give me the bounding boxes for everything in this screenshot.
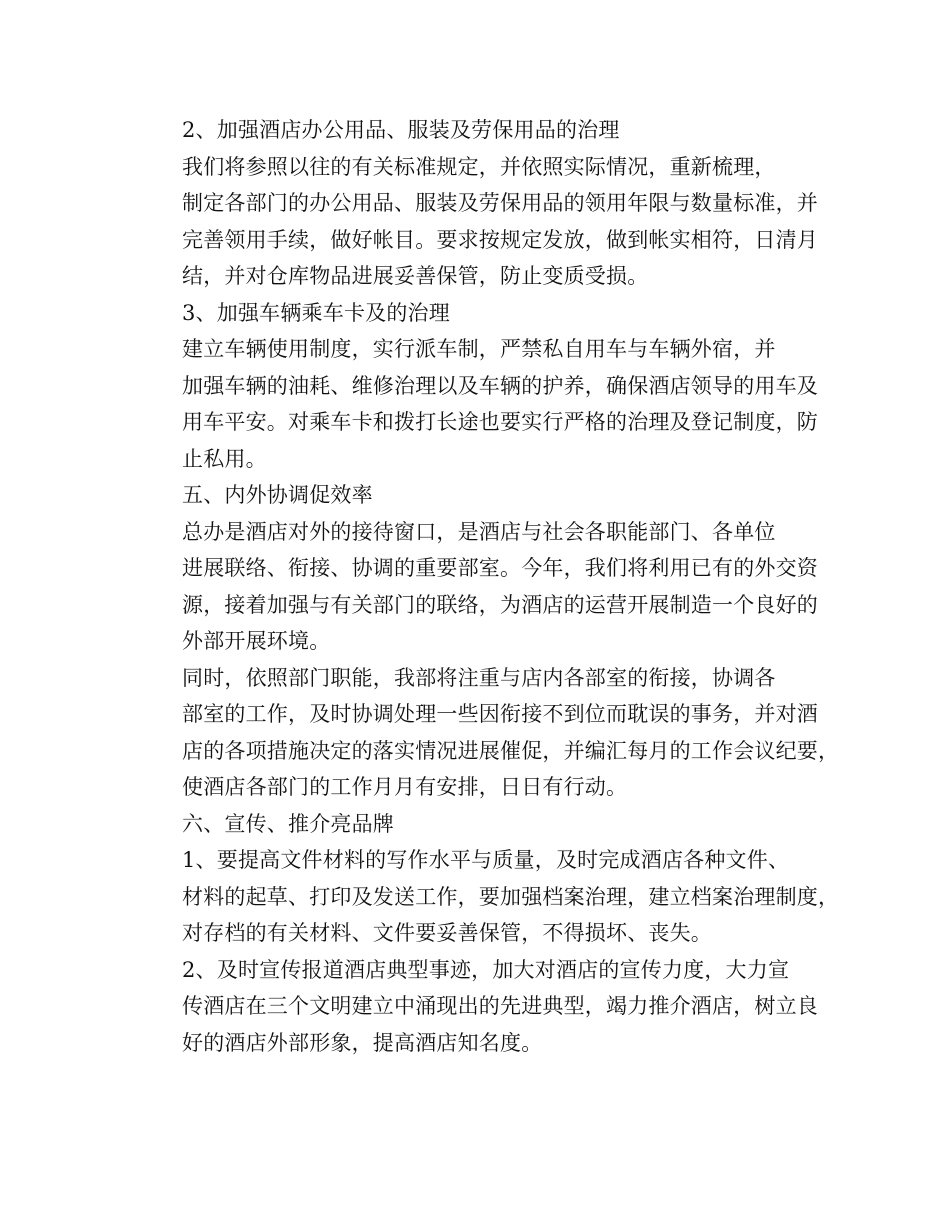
text-line: 源，接着加强与有关部门的联络，为酒店的运营开展制造一个良好的 xyxy=(182,592,818,617)
text-line: 部室的工作，及时协调处理一些因衔接不到位而耽误的事务，并对酒 xyxy=(182,702,818,726)
body-paragraph xyxy=(140,331,820,477)
document-page xyxy=(140,112,840,1061)
text-line: 传酒店在三个文明建立中涌现出的先进典型，竭力推介酒店，树立良 xyxy=(182,994,818,1018)
section-heading xyxy=(140,112,820,149)
text-line: 2、及时宣传报道酒店典型事迹，加大对酒店的宣传力度，大力宣 xyxy=(182,957,790,982)
text-line: 结，并对仓库物品进展妥善保管，防止变质受损。 xyxy=(182,264,649,288)
body-paragraph xyxy=(140,149,820,295)
text-line: 进展联络、衔接、协调的重要部室。今年，我们将利用已有的外交资 xyxy=(182,556,818,580)
section-heading xyxy=(140,477,820,514)
body-paragraph xyxy=(140,514,820,660)
text-line: 好的酒店外部形象，提高酒店知名度。 xyxy=(182,1030,543,1055)
text-line: 店的各项措施决定的落实情况进展催促，并编汇每月的工作会议纪要， xyxy=(182,738,840,763)
text-line: 总办是酒店对外的接待窗口，是酒店与社会各职能部门、各单位 xyxy=(182,519,776,544)
body-paragraph xyxy=(140,842,840,952)
section-heading xyxy=(140,295,820,332)
text-line: 2、加强酒店办公用品、服装及劳保用品的治理 xyxy=(182,118,620,142)
text-line: 用车平安。对乘车卡和拨打长途也要实行严格的治理及登记制度，防 xyxy=(182,410,818,434)
section-heading xyxy=(140,806,820,843)
text-line: 材料的起草、打印及发送工作，要加强档案治理，建立档案治理制度， xyxy=(182,884,840,909)
text-line: 使酒店各部门的工作月月有安排，日日有行动。 xyxy=(182,775,628,799)
text-line: 完善领用手续，做好帐目。要求按规定发放，做到帐实相符，日清月 xyxy=(182,227,818,252)
text-line: 对存档的有关材料、文件要妥善保管，不得损坏、丧失。 xyxy=(182,921,712,945)
text-line: 1、要提高文件材料的写作水平与质量，及时完成酒店各种文件、 xyxy=(182,848,790,872)
text-line: 我们将参照以往的有关标准规定，并依照实际情况，重新梳理， xyxy=(182,154,776,179)
text-line: 同时，依照部门职能，我部将注重与店内各部室的衔接，协调各 xyxy=(182,665,776,690)
text-line: 外部开展环境。 xyxy=(182,629,331,653)
body-paragraph xyxy=(140,660,840,806)
text-line: 止私用。 xyxy=(182,446,267,471)
text-line: 五、内外协调促效率 xyxy=(182,483,373,507)
text-line: 六、宣传、推介亮品牌 xyxy=(182,811,394,836)
text-line: 3、加强车辆乘车卡及的治理 xyxy=(182,300,450,325)
body-paragraph xyxy=(140,952,820,1062)
text-line: 制定各部门的办公用品、服装及劳保用品的领用年限与数量标准，并 xyxy=(182,191,818,215)
text-line: 加强车辆的油耗、维修治理以及车辆的护养，确保酒店领导的用车及 xyxy=(182,373,818,398)
text-line: 建立车辆使用制度，实行派车制，严禁私自用车与车辆外宿，并 xyxy=(182,337,776,361)
